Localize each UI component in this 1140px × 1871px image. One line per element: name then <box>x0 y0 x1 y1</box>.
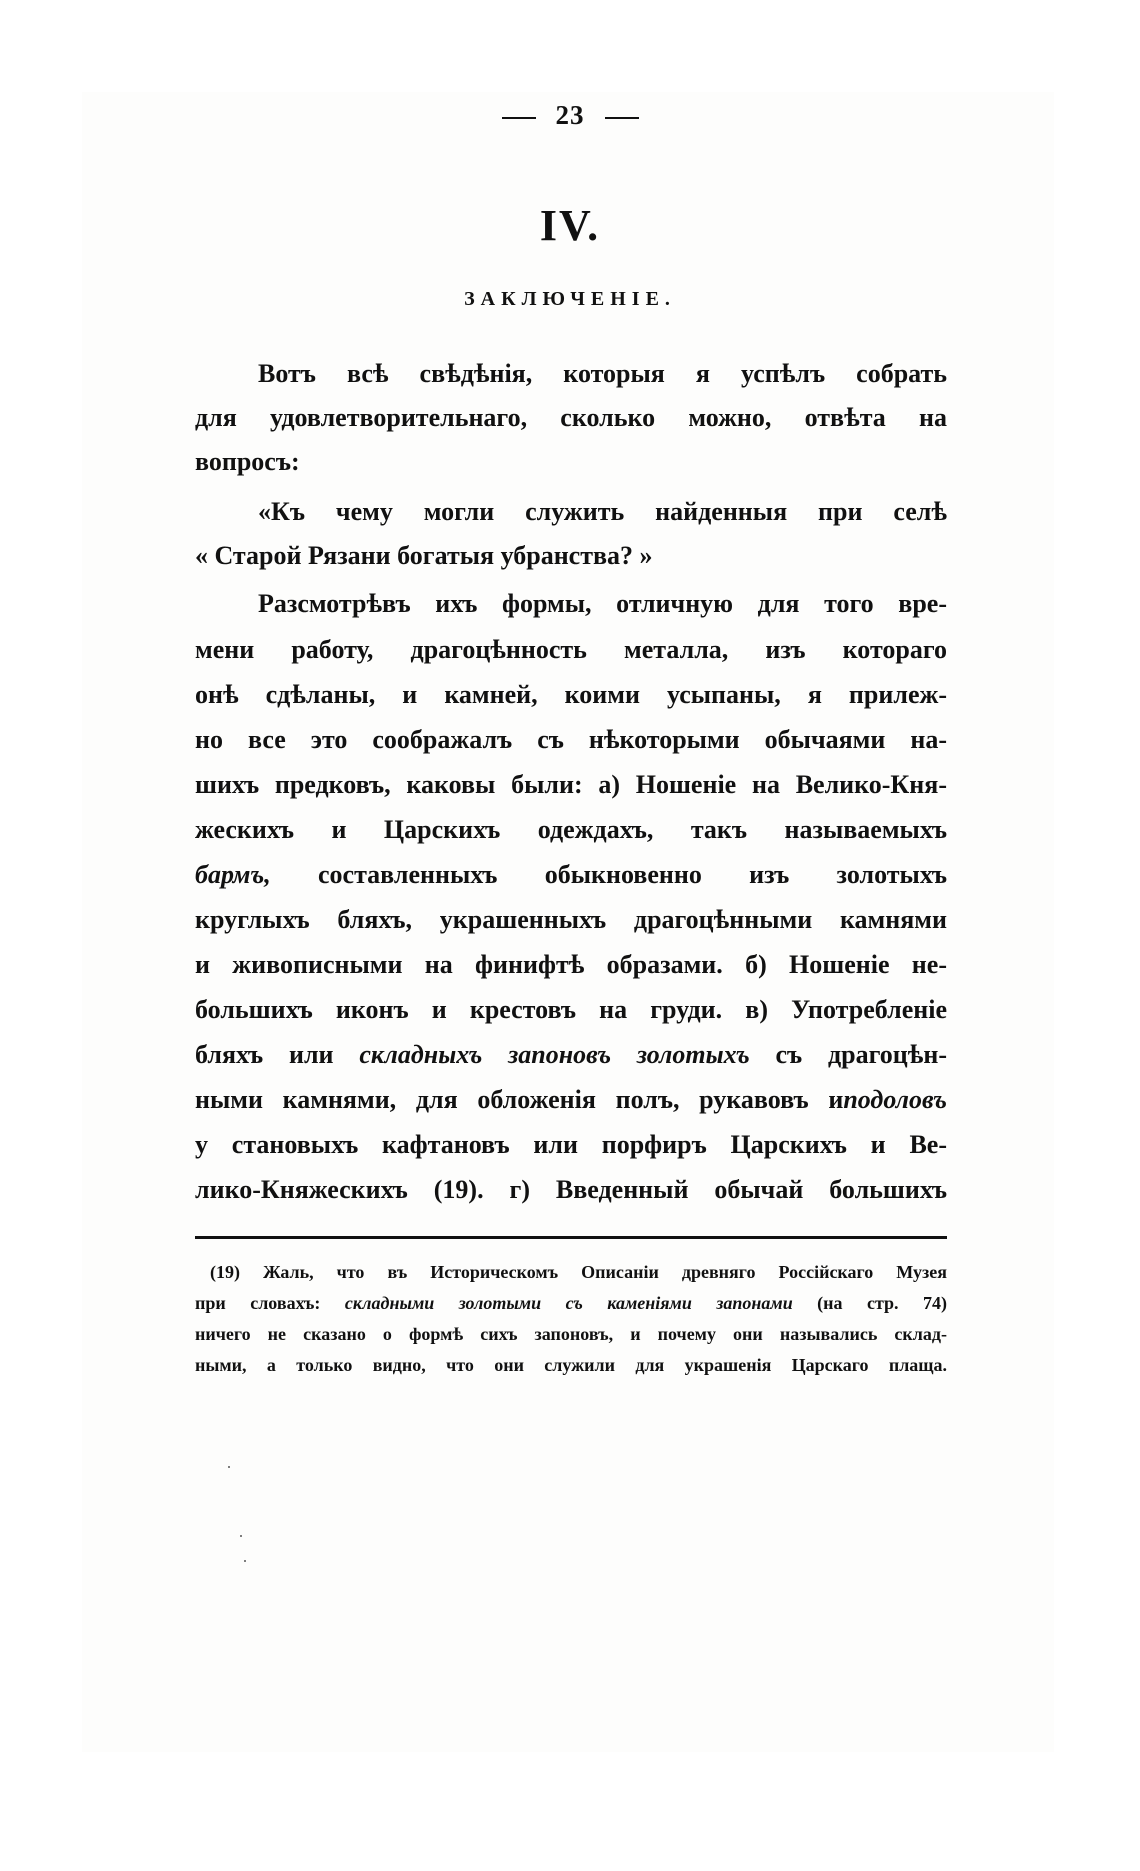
body-line-barm <box>195 859 947 891</box>
footnote-pageref: (на стр. 74) <box>817 1293 947 1313</box>
body-line-rest: составленныхъ обыкновенно изъ золотыхъ <box>317 860 947 889</box>
scan-speck <box>244 1560 246 1562</box>
body-line: мени работу, драгоцѣнность металла, изъ котораго <box>195 635 947 664</box>
italic-barm: бармъ, <box>195 860 271 889</box>
footnote-line-2 <box>195 1291 947 1315</box>
footnote-italic: складными золотыми съ каменіями запонами <box>344 1293 793 1313</box>
body-line-podolov <box>195 1084 947 1116</box>
chapter-number: IV. <box>539 201 601 250</box>
body-line-end: съ драгоцѣн- <box>775 1040 947 1069</box>
scan-speck <box>228 1466 230 1468</box>
body-line: но все это соображалъ съ нѣкоторыми обычаями на- <box>195 725 947 754</box>
body-line: для удовлетворительнаго, сколько можно, отвѣта на <box>195 403 947 432</box>
footnote-rule <box>195 1236 947 1239</box>
body-line: Вотъ всѣ свѣдѣнія, которыя я успѣлъ собрать <box>258 359 947 388</box>
page-number <box>0 100 1140 131</box>
body-line: « Старой Рязани богатыя убранства? » <box>195 541 653 570</box>
italic-podolov: подоловъ <box>843 1085 947 1114</box>
body-line-final <box>195 1174 947 1206</box>
footnote-text: при словахъ: <box>195 1293 321 1313</box>
body-line: Разсмотрѣвъ ихъ формы, отличную для того вре- <box>258 589 947 618</box>
footnote-line: ными, а только видно, что они служили для украшенія Царскаго плаща. <box>195 1355 947 1375</box>
footnote-line: ничего не сказано о формѣ сихъ запоновъ, и почему они назывались склад- <box>195 1324 947 1344</box>
body-line: вопросъ: <box>195 447 300 476</box>
page-number-text: 23 <box>555 100 585 130</box>
body-line: онѣ сдѣланы, и камней, коими усыпаны, я прилеж- <box>195 680 947 709</box>
dash-right <box>605 117 639 119</box>
italic-skladnykh: складныхъ запоновъ золотыхъ <box>359 1040 750 1069</box>
body-line-start: лико-Княжескихъ <box>195 1175 408 1204</box>
section-title: ЗАКЛЮЧЕНІЕ. <box>464 288 676 310</box>
footnote-line: (19) Жаль, что въ Историческомъ Описаніи древняго Россійскаго Музея <box>210 1262 947 1282</box>
body-line: и живописными на финифтѣ образами. б) Ношеніе не- <box>195 950 947 979</box>
body-line: большихъ иконъ и крестовъ на груди. в) Употребленіе <box>195 995 947 1024</box>
body-line: круглыхъ бляхъ, украшенныхъ драгоцѣнными камнями <box>195 905 947 934</box>
body-line-start: бляхъ или <box>195 1040 334 1069</box>
dash-left <box>502 117 536 119</box>
body-line: шихъ предковъ, каковы были: а) Ношеніе на Велико-Кня- <box>195 770 947 799</box>
body-line: у становыхъ кафтановъ или порфиръ Царскихъ и Ве- <box>195 1130 947 1159</box>
body-line-start: ными камнями, для обложенія полъ, рукавовъ и <box>195 1085 844 1114</box>
scan-speck <box>240 1535 242 1537</box>
footnote-ref[interactable]: (19) <box>433 1175 478 1204</box>
body-line-end: . г) Введенный обычай большихъ <box>477 1175 947 1204</box>
body-line-skladnykh <box>195 1039 947 1071</box>
body-line: жескихъ и Царскихъ одеждахъ, такъ называемыхъ <box>195 815 947 844</box>
body-line: «Къ чему могли служить найденныя при селѣ <box>258 497 947 526</box>
